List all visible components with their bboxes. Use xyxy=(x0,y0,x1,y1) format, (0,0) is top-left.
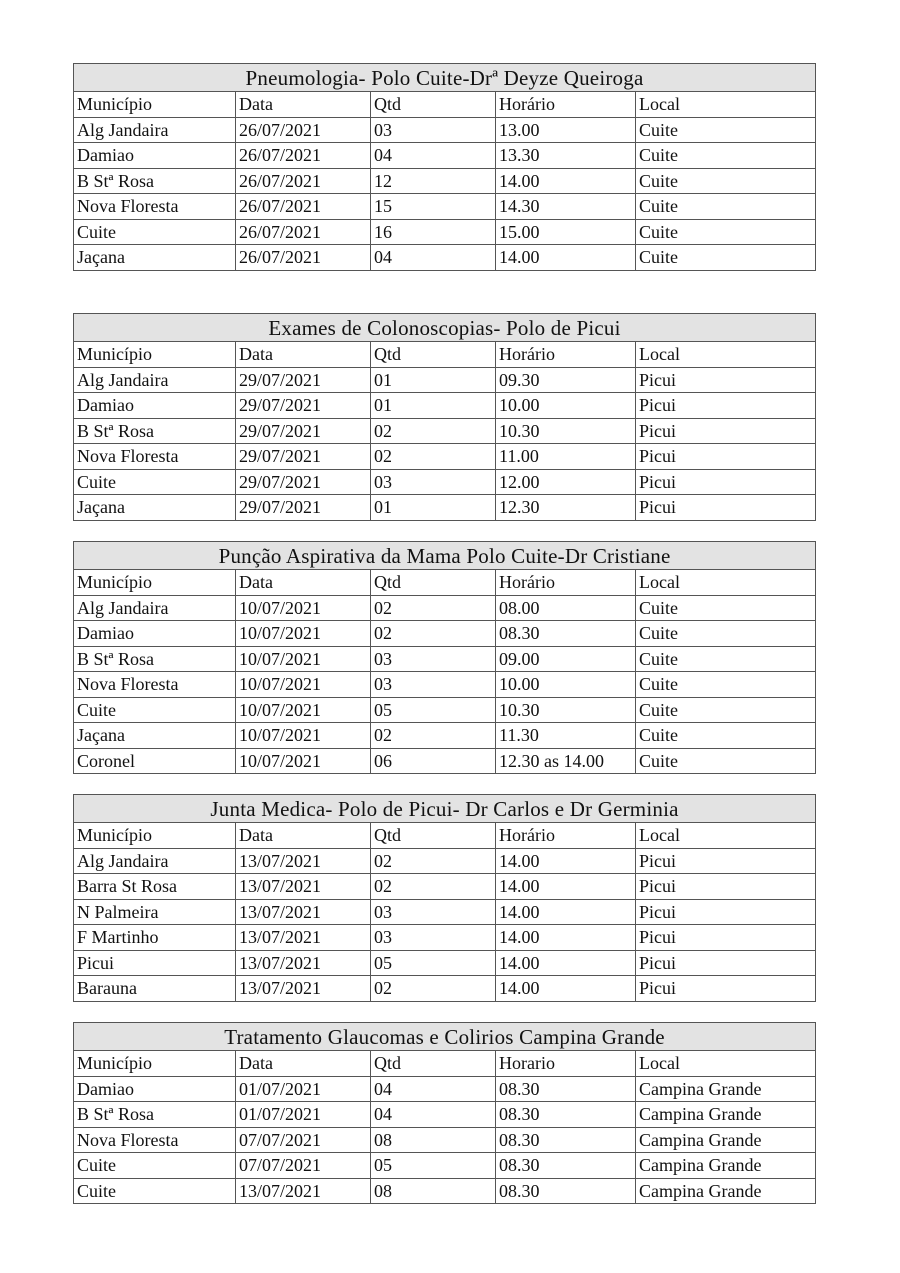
table-cell: 16 xyxy=(371,219,496,245)
table-cell: 12.00 xyxy=(496,469,636,495)
column-header: Qtd xyxy=(371,1051,496,1077)
table-cell: 08.30 xyxy=(496,621,636,647)
column-header: Data xyxy=(236,1051,371,1077)
table-cell: B Stª Rosa xyxy=(74,646,236,672)
table-cell: 14.00 xyxy=(496,950,636,976)
table-cell: Cuite xyxy=(74,697,236,723)
column-header: Local xyxy=(636,342,816,368)
table-cell: 02 xyxy=(371,418,496,444)
table-cell: Picui xyxy=(636,925,816,951)
table-row xyxy=(74,418,816,444)
table-cell: 29/07/2021 xyxy=(236,495,371,521)
table-cell: Campina Grande xyxy=(636,1127,816,1153)
table-cell: Cuite xyxy=(636,245,816,271)
table-cell: 14.00 xyxy=(496,848,636,874)
table-cell: 01 xyxy=(371,495,496,521)
table-row xyxy=(74,219,816,245)
table-cell: 02 xyxy=(371,444,496,470)
table-row xyxy=(74,495,816,521)
column-header: Qtd xyxy=(371,342,496,368)
table-cell: 08.30 xyxy=(496,1127,636,1153)
table-cell: 10.30 xyxy=(496,697,636,723)
table-cell: Cuite xyxy=(636,723,816,749)
table-cell: 03 xyxy=(371,469,496,495)
table-cell: 10/07/2021 xyxy=(236,748,371,774)
table-cell: 05 xyxy=(371,697,496,723)
table-cell: Cuite xyxy=(74,469,236,495)
header-row xyxy=(74,92,816,118)
table-cell: Jaçana xyxy=(74,723,236,749)
schedule-table-glaucomas xyxy=(73,1022,816,1204)
table-cell: Alg Jandaira xyxy=(74,848,236,874)
table-row xyxy=(74,245,816,271)
table-cell: 04 xyxy=(371,1076,496,1102)
table-cell: 13/07/2021 xyxy=(236,925,371,951)
schedule-table-colonoscopias xyxy=(73,313,816,521)
table-cell: 14.00 xyxy=(496,976,636,1002)
table-cell: 03 xyxy=(371,646,496,672)
table-cell: Coronel xyxy=(74,748,236,774)
table-cell: Damiao xyxy=(74,143,236,169)
column-header: Local xyxy=(636,92,816,118)
table-cell: Alg Jandaira xyxy=(74,367,236,393)
table-row xyxy=(74,874,816,900)
table-cell: 07/07/2021 xyxy=(236,1153,371,1179)
table-cell: 29/07/2021 xyxy=(236,469,371,495)
table-cell: N Palmeira xyxy=(74,899,236,925)
table-cell: Picui xyxy=(636,418,816,444)
table-cell: 14.00 xyxy=(496,168,636,194)
table-row xyxy=(74,697,816,723)
table-row xyxy=(74,925,816,951)
table-cell: 02 xyxy=(371,595,496,621)
table-cell: 10.00 xyxy=(496,672,636,698)
table-cell: 09.00 xyxy=(496,646,636,672)
table-cell: 13/07/2021 xyxy=(236,848,371,874)
table-cell: 26/07/2021 xyxy=(236,117,371,143)
table-cell: 12.30 xyxy=(496,495,636,521)
title-row xyxy=(74,314,816,342)
table-cell: 07/07/2021 xyxy=(236,1127,371,1153)
table-cell: 10/07/2021 xyxy=(236,621,371,647)
column-header: Município xyxy=(74,823,236,849)
table-cell: Nova Floresta xyxy=(74,1127,236,1153)
table-cell: 10/07/2021 xyxy=(236,672,371,698)
table-cell: Nova Floresta xyxy=(74,672,236,698)
title-row xyxy=(74,542,816,570)
table-cell: Campina Grande xyxy=(636,1076,816,1102)
table-cell: 29/07/2021 xyxy=(236,393,371,419)
table-cell: 03 xyxy=(371,925,496,951)
table-cell: 01/07/2021 xyxy=(236,1102,371,1128)
table-cell: 11.30 xyxy=(496,723,636,749)
table-cell: 14.30 xyxy=(496,194,636,220)
schedule-table-puncao-mama xyxy=(73,541,816,774)
table-cell: 06 xyxy=(371,748,496,774)
table-cell: 26/07/2021 xyxy=(236,168,371,194)
table-cell: 08.30 xyxy=(496,1076,636,1102)
table-row xyxy=(74,950,816,976)
table-cell: Cuite xyxy=(636,748,816,774)
column-header: Local xyxy=(636,570,816,596)
table-cell: 13/07/2021 xyxy=(236,950,371,976)
table-cell: 03 xyxy=(371,117,496,143)
table-cell: 26/07/2021 xyxy=(236,245,371,271)
table-cell: 13/07/2021 xyxy=(236,1178,371,1204)
table-cell: 04 xyxy=(371,1102,496,1128)
table-cell: 08.00 xyxy=(496,595,636,621)
table-cell: Nova Floresta xyxy=(74,194,236,220)
table-cell: Picui xyxy=(636,393,816,419)
table-row xyxy=(74,1076,816,1102)
table-cell: 10/07/2021 xyxy=(236,595,371,621)
table-cell: 02 xyxy=(371,976,496,1002)
table-title: Pneumologia- Polo Cuite-Drª Deyze Queiroga xyxy=(74,64,816,92)
table-cell: Picui xyxy=(636,848,816,874)
column-header: Data xyxy=(236,570,371,596)
table-cell: 08.30 xyxy=(496,1102,636,1128)
column-header: Data xyxy=(236,92,371,118)
table-row xyxy=(74,168,816,194)
table-cell: 13.00 xyxy=(496,117,636,143)
table-row xyxy=(74,748,816,774)
table-cell: Alg Jandaira xyxy=(74,117,236,143)
table-cell: 03 xyxy=(371,672,496,698)
table-cell: F Martinho xyxy=(74,925,236,951)
table-cell: 13/07/2021 xyxy=(236,976,371,1002)
table-cell: Campina Grande xyxy=(636,1153,816,1179)
table-cell: 01 xyxy=(371,393,496,419)
column-header: Município xyxy=(74,1051,236,1077)
table-row xyxy=(74,143,816,169)
table-cell: B Stª Rosa xyxy=(74,418,236,444)
table-row xyxy=(74,393,816,419)
table-cell: Cuite xyxy=(636,697,816,723)
table-title: Tratamento Glaucomas e Colirios Campina Grande xyxy=(74,1023,816,1051)
table-cell: Picui xyxy=(636,899,816,925)
table-cell: 10.30 xyxy=(496,418,636,444)
table-cell: 13/07/2021 xyxy=(236,899,371,925)
column-header: Horário xyxy=(496,92,636,118)
table-row xyxy=(74,469,816,495)
table-cell: 29/07/2021 xyxy=(236,418,371,444)
table-cell: 01/07/2021 xyxy=(236,1076,371,1102)
column-header: Horario xyxy=(496,1051,636,1077)
column-header: Data xyxy=(236,823,371,849)
table-title: Exames de Colonoscopias- Polo de Picui xyxy=(74,314,816,342)
title-row xyxy=(74,1023,816,1051)
table-row xyxy=(74,976,816,1002)
table-cell: Cuite xyxy=(74,1178,236,1204)
table-cell: 14.00 xyxy=(496,874,636,900)
column-header: Horário xyxy=(496,570,636,596)
table-cell: 10.00 xyxy=(496,393,636,419)
table-cell: Cuite xyxy=(636,219,816,245)
table-row xyxy=(74,117,816,143)
table-cell: 04 xyxy=(371,143,496,169)
table-cell: Alg Jandaira xyxy=(74,595,236,621)
table-cell: 08 xyxy=(371,1178,496,1204)
table-cell: Damiao xyxy=(74,393,236,419)
table-row xyxy=(74,723,816,749)
table-cell: 02 xyxy=(371,621,496,647)
table-cell: Cuite xyxy=(636,621,816,647)
table-cell: Picui xyxy=(636,469,816,495)
table-cell: 04 xyxy=(371,245,496,271)
table-row xyxy=(74,899,816,925)
table-cell: 08.30 xyxy=(496,1178,636,1204)
table-title: Junta Medica- Polo de Picui- Dr Carlos e Dr Germinia xyxy=(74,795,816,823)
table-row xyxy=(74,1102,816,1128)
table-cell: 14.00 xyxy=(496,245,636,271)
table-cell: 11.00 xyxy=(496,444,636,470)
title-row xyxy=(74,64,816,92)
table-row xyxy=(74,444,816,470)
table-cell: 26/07/2021 xyxy=(236,194,371,220)
column-header: Município xyxy=(74,92,236,118)
header-row xyxy=(74,823,816,849)
table-cell: Cuite xyxy=(636,143,816,169)
column-header: Município xyxy=(74,570,236,596)
table-cell: 10/07/2021 xyxy=(236,646,371,672)
header-row xyxy=(74,1051,816,1077)
table-row xyxy=(74,1178,816,1204)
table-cell: Cuite xyxy=(636,646,816,672)
table-cell: 10/07/2021 xyxy=(236,723,371,749)
table-row xyxy=(74,1153,816,1179)
table-cell: Picui xyxy=(636,874,816,900)
table-cell: Jaçana xyxy=(74,495,236,521)
table-cell: Campina Grande xyxy=(636,1102,816,1128)
table-cell: 01 xyxy=(371,367,496,393)
schedule-table-junta-medica xyxy=(73,794,816,1002)
table-cell: Cuite xyxy=(636,117,816,143)
table-cell: B Stª Rosa xyxy=(74,168,236,194)
table-cell: Cuite xyxy=(74,219,236,245)
table-cell: Picui xyxy=(636,444,816,470)
table-title: Punção Aspirativa da Mama Polo Cuite-Dr Cristiane xyxy=(74,542,816,570)
title-row xyxy=(74,795,816,823)
table-row xyxy=(74,848,816,874)
table-cell: 08 xyxy=(371,1127,496,1153)
table-cell: Jaçana xyxy=(74,245,236,271)
table-cell: Barra St Rosa xyxy=(74,874,236,900)
table-cell: 05 xyxy=(371,950,496,976)
table-cell: 13/07/2021 xyxy=(236,874,371,900)
table-cell: 26/07/2021 xyxy=(236,219,371,245)
table-cell: Nova Floresta xyxy=(74,444,236,470)
column-header: Data xyxy=(236,342,371,368)
table-cell: 02 xyxy=(371,723,496,749)
table-cell: B Stª Rosa xyxy=(74,1102,236,1128)
column-header: Município xyxy=(74,342,236,368)
table-cell: Cuite xyxy=(636,168,816,194)
table-cell: Picui xyxy=(636,495,816,521)
table-cell: 29/07/2021 xyxy=(236,444,371,470)
header-row xyxy=(74,342,816,368)
column-header: Local xyxy=(636,1051,816,1077)
schedule-table-pneumologia xyxy=(73,63,816,271)
table-cell: Damiao xyxy=(74,621,236,647)
table-cell: 05 xyxy=(371,1153,496,1179)
table-row xyxy=(74,1127,816,1153)
table-cell: 09.30 xyxy=(496,367,636,393)
table-cell: Damiao xyxy=(74,1076,236,1102)
table-cell: Cuite xyxy=(636,595,816,621)
column-header: Qtd xyxy=(371,823,496,849)
table-cell: 26/07/2021 xyxy=(236,143,371,169)
table-cell: 29/07/2021 xyxy=(236,367,371,393)
table-cell: 14.00 xyxy=(496,925,636,951)
table-cell: 12.30 as 14.00 xyxy=(496,748,636,774)
table-cell: 03 xyxy=(371,899,496,925)
table-cell: 13.30 xyxy=(496,143,636,169)
table-row xyxy=(74,367,816,393)
table-cell: Campina Grande xyxy=(636,1178,816,1204)
table-cell: 14.00 xyxy=(496,899,636,925)
table-cell: 15 xyxy=(371,194,496,220)
table-cell: Cuite xyxy=(636,672,816,698)
table-cell: Barauna xyxy=(74,976,236,1002)
table-cell: 02 xyxy=(371,874,496,900)
column-header: Horário xyxy=(496,342,636,368)
table-row xyxy=(74,621,816,647)
column-header: Qtd xyxy=(371,570,496,596)
table-cell: Cuite xyxy=(74,1153,236,1179)
table-cell: 12 xyxy=(371,168,496,194)
table-row xyxy=(74,194,816,220)
table-cell: 15.00 xyxy=(496,219,636,245)
table-cell: Picui xyxy=(636,976,816,1002)
table-cell: 08.30 xyxy=(496,1153,636,1179)
column-header: Qtd xyxy=(371,92,496,118)
table-cell: Picui xyxy=(74,950,236,976)
header-row xyxy=(74,570,816,596)
table-row xyxy=(74,646,816,672)
column-header: Local xyxy=(636,823,816,849)
table-row xyxy=(74,595,816,621)
table-row xyxy=(74,672,816,698)
table-cell: Cuite xyxy=(636,194,816,220)
column-header: Horário xyxy=(496,823,636,849)
table-cell: 02 xyxy=(371,848,496,874)
table-cell: Picui xyxy=(636,367,816,393)
table-cell: Picui xyxy=(636,950,816,976)
table-cell: 10/07/2021 xyxy=(236,697,371,723)
